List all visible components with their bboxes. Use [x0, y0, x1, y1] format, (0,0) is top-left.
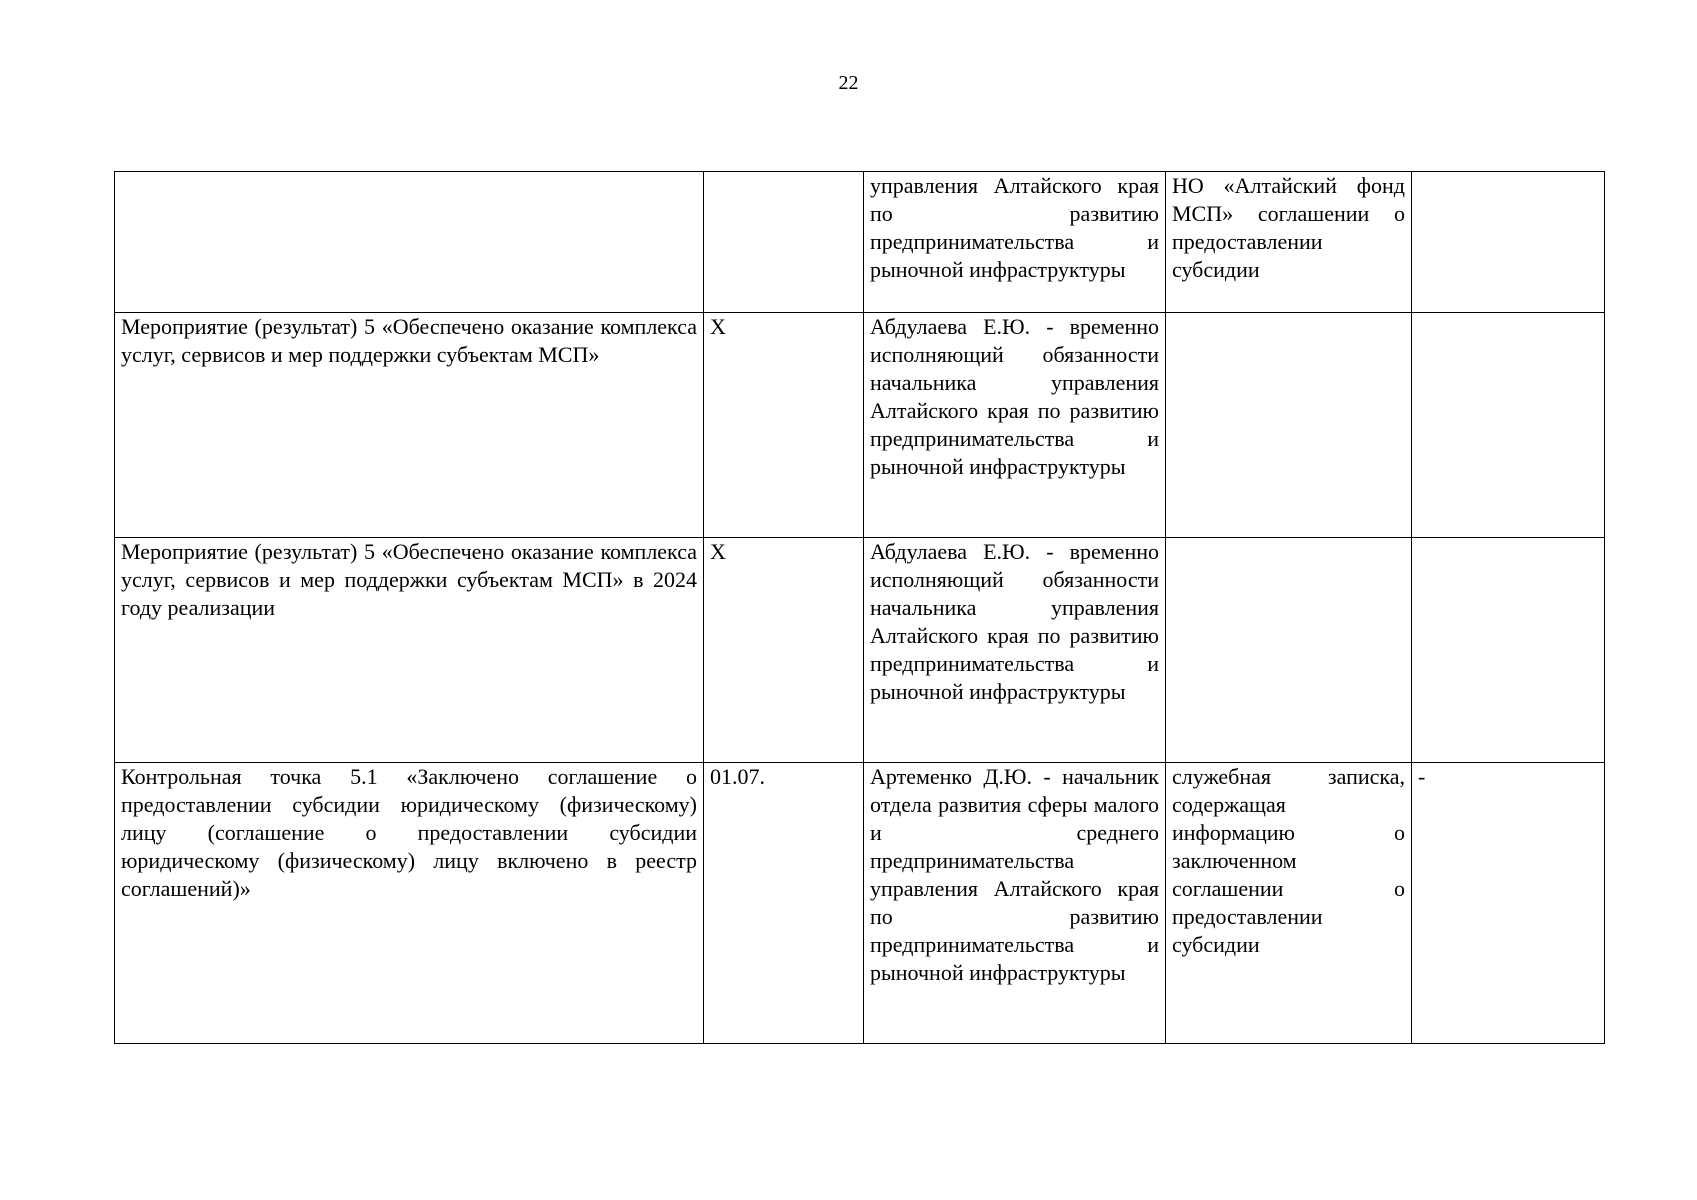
event-cell: Мероприятие (результат) 5 «Обеспечено оказание комплекса услуг, сервисов и мер поддержки субъектам МСП»	[115, 313, 704, 538]
deadline-cell: Х	[704, 313, 864, 538]
system-cell	[1412, 538, 1605, 763]
responsible-cell: управления Алтайского края по развитию предпринимательства и рыночной инфраструктуры	[864, 172, 1166, 313]
system-cell	[1412, 313, 1605, 538]
system-cell: -	[1412, 763, 1605, 1044]
responsible-cell: Абдулаева Е.Ю. - временно исполняющий обязанности начальника управления Алтайского края по развитию предпринимательства и рыночной инфраструктуры	[864, 538, 1166, 763]
deadline-cell	[704, 172, 864, 313]
event-cell: Мероприятие (результат) 5 «Обеспечено оказание комплекса услуг, сервисов и мер поддержки субъектам МСП» в 2024 году реализации	[115, 538, 704, 763]
document-cell: служебная записка, содержащая информацию о заключенном соглашении о предоставлении субсидии	[1166, 763, 1412, 1044]
table-row	[115, 172, 1605, 313]
document-cell	[1166, 538, 1412, 763]
event-cell	[115, 172, 704, 313]
responsible-cell: Артеменко Д.Ю. - начальник отдела развития сферы малого и среднего предпринимательства управления Алтайского края по развитию предпринимательства и рыночной инфраструктуры	[864, 763, 1166, 1044]
document-cell: НО «Алтайский фонд МСП» соглашении о предоставлении субсидии	[1166, 172, 1412, 313]
table-row	[115, 313, 1605, 538]
table-row	[115, 763, 1605, 1044]
table-row	[115, 538, 1605, 763]
event-cell: Контрольная точка 5.1 «Заключено соглашение о предоставлении субсидии юридическому (физическому) лицу (соглашение о предоставлении субсидии юридическому (физическому) лицу включено в реестр соглашений)»	[115, 763, 704, 1044]
system-cell	[1412, 172, 1605, 313]
deadline-cell: Х	[704, 538, 864, 763]
deadline-cell: 01.07.	[704, 763, 864, 1044]
plan-table	[114, 171, 1605, 1044]
responsible-cell: Абдулаева Е.Ю. - временно исполняющий обязанности начальника управления Алтайского края по развитию предпринимательства и рыночной инфраструктуры	[864, 313, 1166, 538]
document-cell	[1166, 313, 1412, 538]
page-number: 22	[838, 72, 859, 94]
